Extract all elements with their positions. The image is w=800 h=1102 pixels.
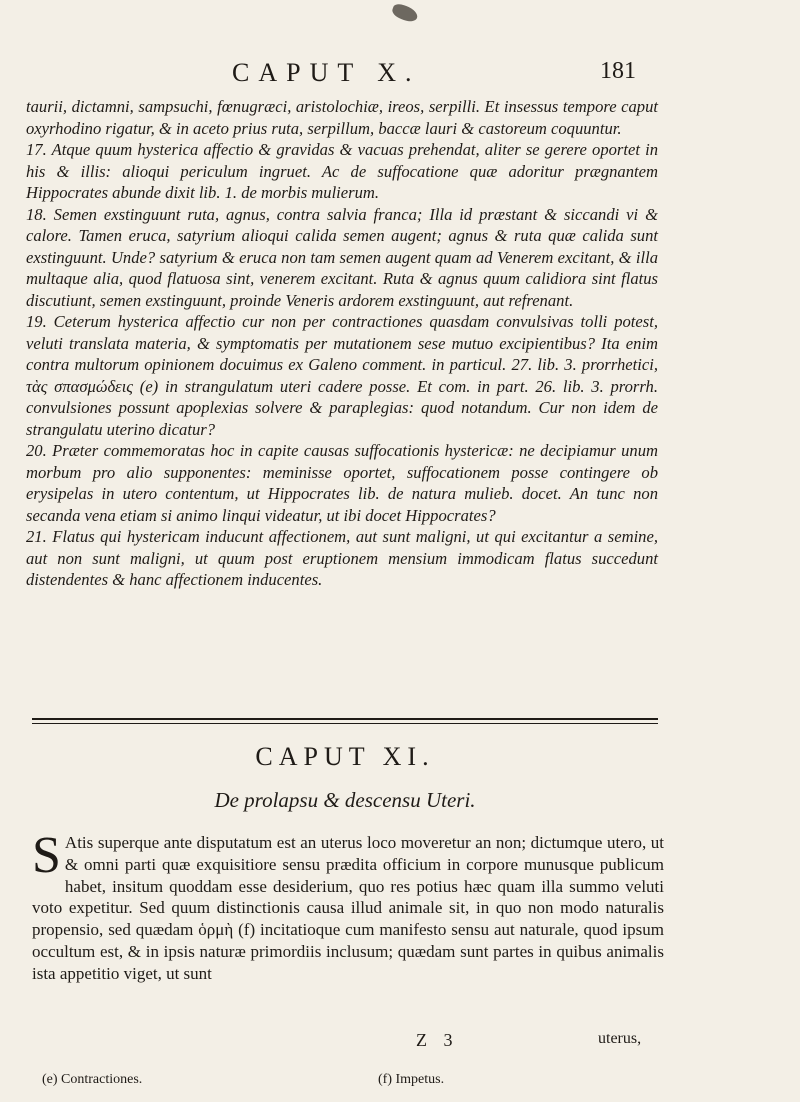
section-divider-thin [32, 723, 658, 724]
chapter-xi-text [32, 827, 664, 985]
paragraph-21: 21. Flatus qui hystericam inducunt affectionem, aut sunt maligni, ut qui excitantur a semine, aut non sunt maligni, ut quum post eruptionem mensium immodicam flatus succedunt distendentes & hanc affectionem inducentes. [26, 527, 658, 589]
footnote-e: (e) Contractiones. [42, 1072, 143, 1087]
page-number: 181 [600, 58, 636, 84]
paragraph-16-continuation: taurii, dictamni, sampsuchi, fœnugræci, aristolochiæ, ireos, serpilli. Et insessus tempore caput oxyrhodino rigatur, & in aceto prius ruta, serpillum, baccæ lauri & castoreum coquuntur. [26, 97, 658, 138]
paragraph-20: 20. Præter commemoratas hoc in capite causas suffocationis hystericæ: ne decipiamur unum morbum pro alio supponentes: meminisse oportet, suffocationem posse contingere ob erysipelas in utero contentum, ut Hippocrates lib. de natura mulieb. docet. An tunc non secanda vena etiam si animo linqui videatur, ut ibi docet Hippocrates? [26, 441, 658, 525]
running-head-title: CAPUT X. [232, 58, 421, 87]
chapter-xi-body: Atis superque ante disputatum est an uterus loco moveretur an non; dictumque utero, ut & omni parti quæ exquisitiore sensu prædita officium in corpore munusque publicum habet, insitum quoddam esse desiderium, quo res potius hæc quam illa summo veluti voto expetitur. Sed quum distinctionis causa illud animale sit, in quo non modo naturalis propensio, sed quædam ὁρμὴ (f) incitatioque cum manifesto sensu aut naturale, quod ipsum occultum est, & in ipsis naturæ primordiis inclusum; quædam sunt partes in quibus animalis ista appetitio viget, ut sunt [32, 833, 664, 983]
paragraph-18: 18. Semen exstinguunt ruta, agnus, contra salvia franca; Illa id præstant & siccandi vi & calore. Tamen eruca, satyrium alioqui calida semen augent; agnus & ruta quæ calida sunt exstinguunt. Unde? satyrium & eruca non tam semen augent quam ad Venerem excitant, & illa multaque alia, quod flatuosa sint, venerem excitant. Ruta & agnus quum calidiora sint flatus discutiunt, semen exstinguunt, proinde Veneris ardorem exstinguunt, aut refrenant. [26, 204, 658, 310]
paragraph-17: 17. Atque quum hysterica affectio & gravidas & vacuas prehendat, aliter se gerere oportet in his & illis: alioqui periculum ingruet. Ac de suffocatione quæ adoritur prægnantem Hippocrates abunde dixit lib. 1. de morbis mulierum. [26, 140, 658, 202]
paragraph-19: 19. Ceterum hysterica affectio cur non per contractiones quasdam convulsivas tolli potest, veluti translata materia, & symptomatis per mutationem sese mutuo excipientibus? Ita enim contra multorum opinionem docuimus ex Galeno comment. in particul. 27. lib. 3. prorrhetici, τὰς σπασμώδεις (e) in strangulatum uteri cadere posse. Et com. in part. 26. lib. 3. prorrh. convulsiones possunt apoplexias solvere & paraplegias: quod notandum. Cur non idem de strangulatu uterino dicatur? [26, 312, 658, 439]
chapter-subtitle: De prolapsu & descensu Uteri. [214, 788, 476, 812]
section-x-text [26, 96, 658, 591]
chapter-heading: CAPUT XI. [255, 742, 435, 771]
footnote-f: (f) Impetus. [378, 1072, 445, 1087]
ink-blot [390, 2, 419, 24]
section-divider-thick [32, 718, 658, 720]
running-head [0, 54, 800, 94]
signature-mark: Z 3 [416, 1030, 459, 1050]
catchword: uterus, [598, 1030, 642, 1047]
drop-cap: S [32, 827, 61, 884]
